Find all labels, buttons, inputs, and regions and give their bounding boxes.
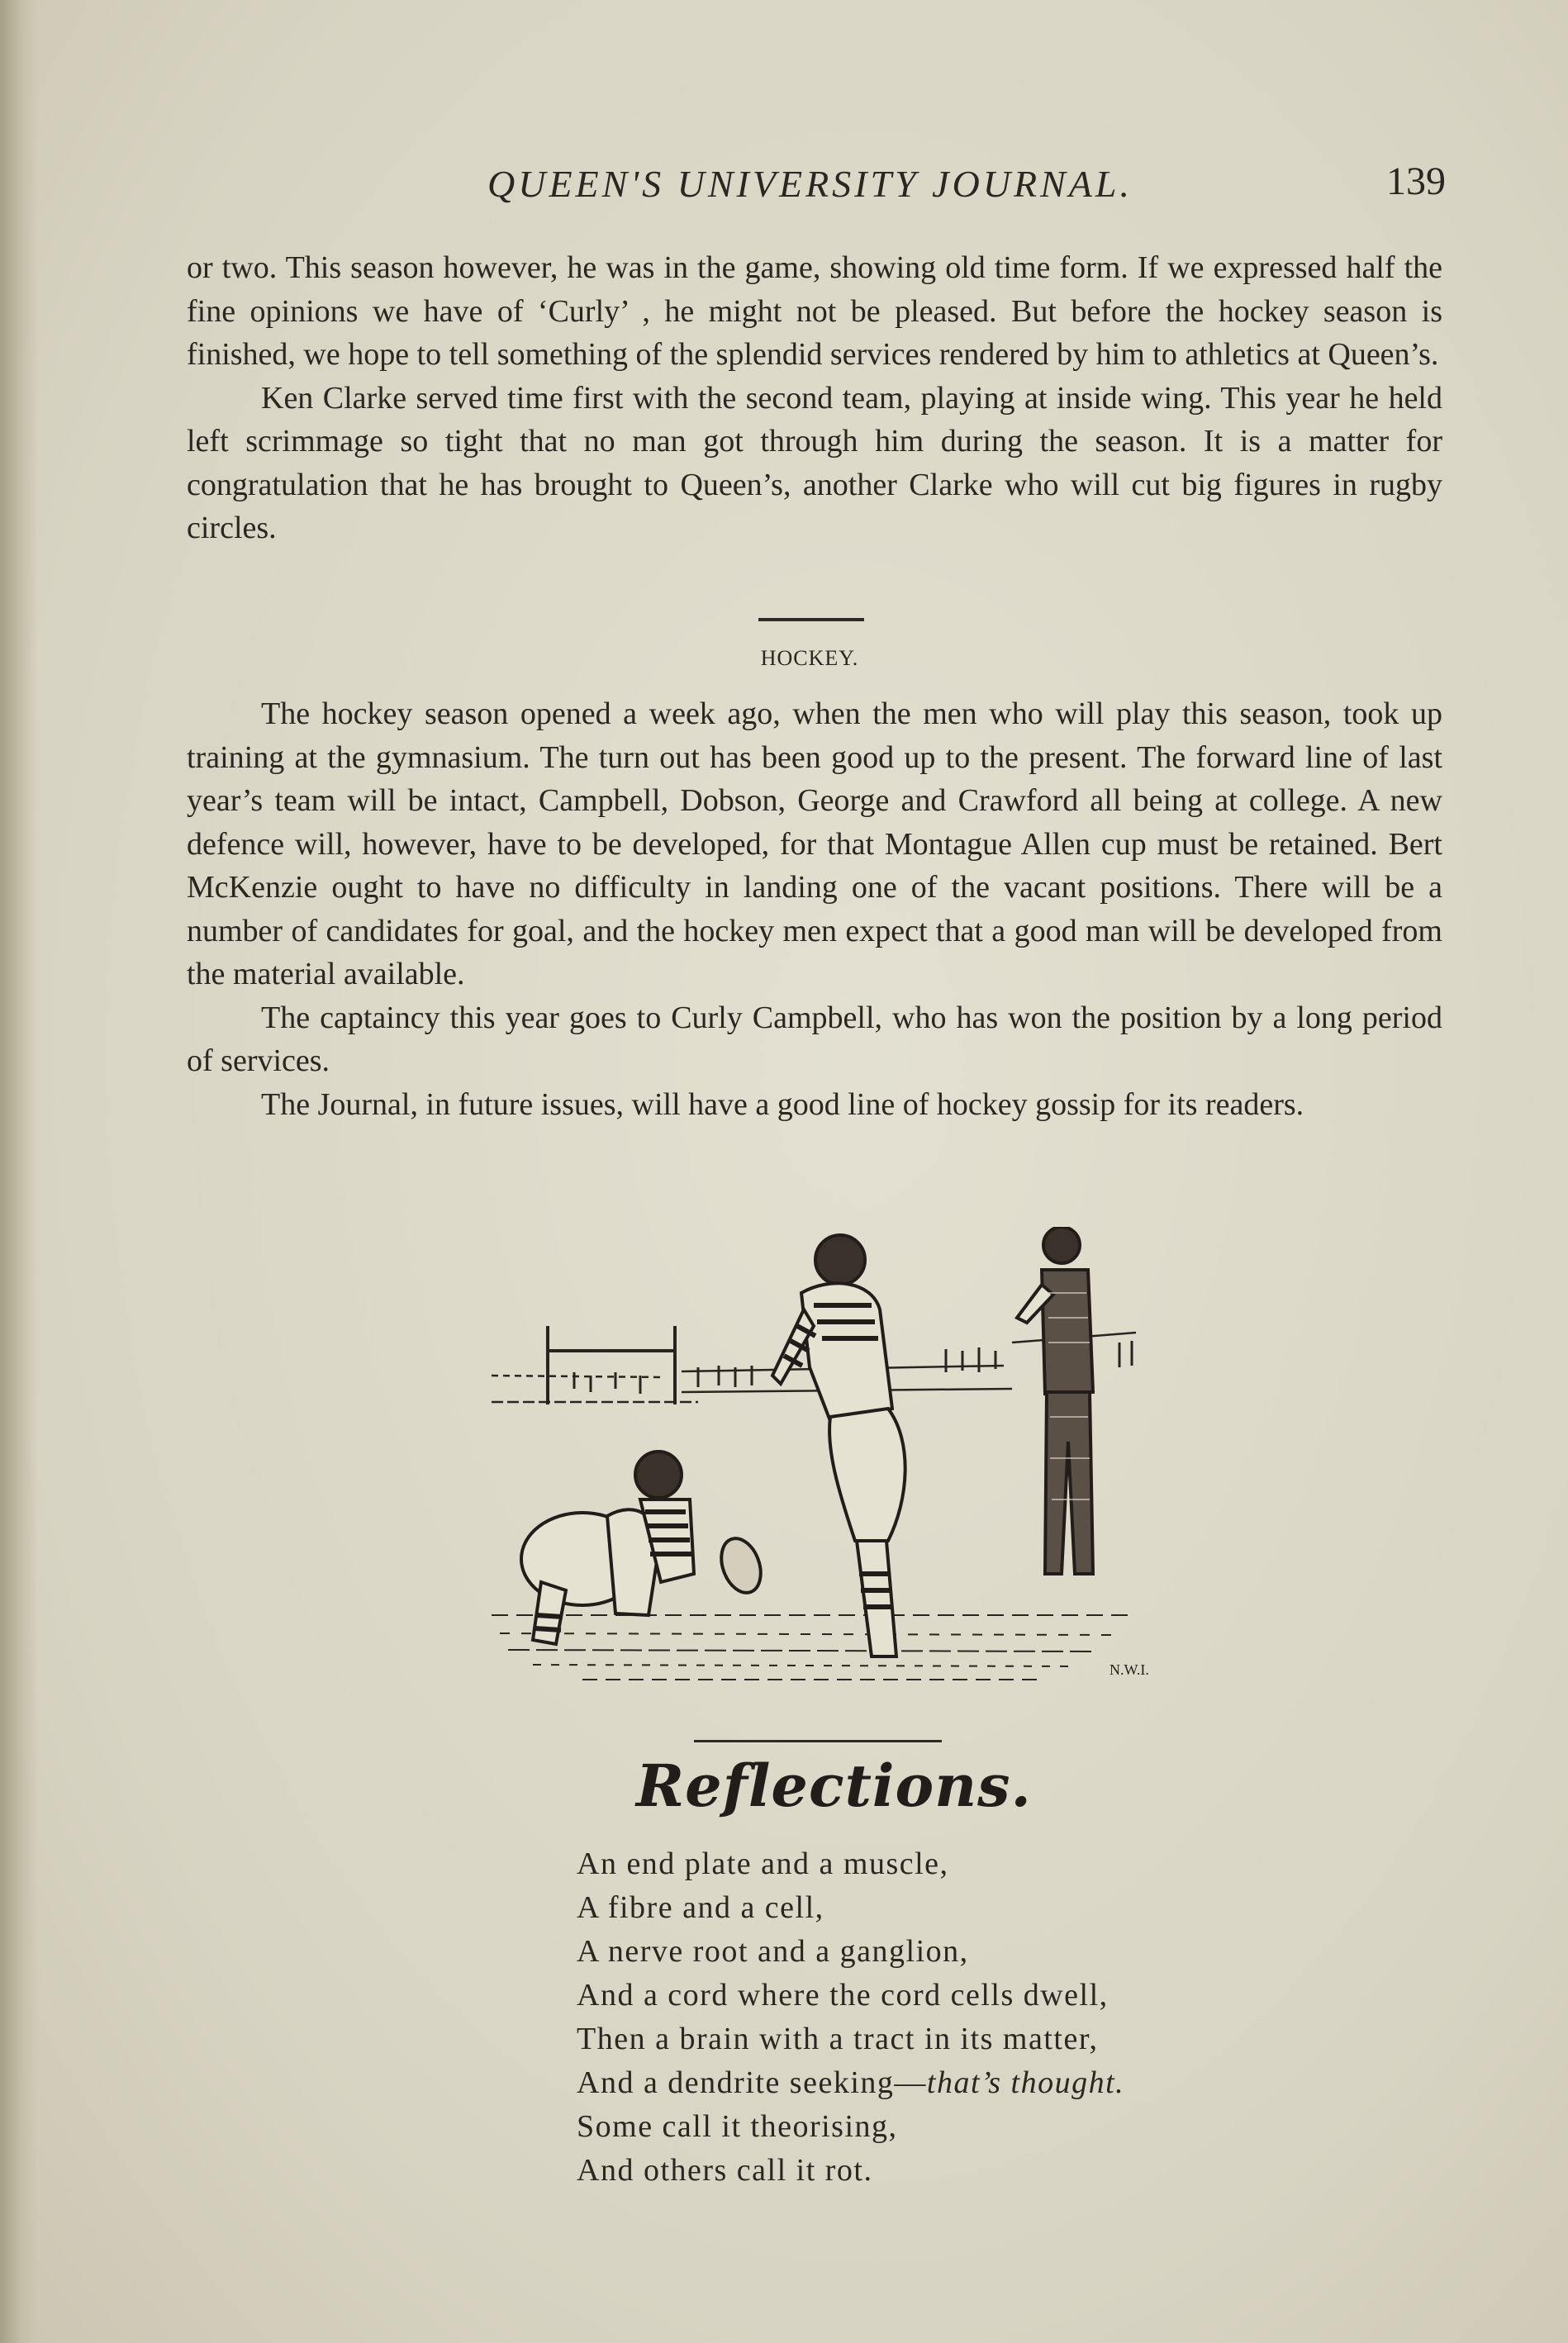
poem-line: Some call it theorising, [577,2109,898,2144]
section-title-hockey: HOCKEY. [760,646,859,670]
rugby-illustration [483,1227,1161,1690]
illustrator-signature: N.W.I. [1109,1661,1149,1678]
poem-line: An end plate and a muscle, [577,1846,949,1881]
hockey-paragraph: The captaincy this year goes to Curly Campbell, who has won the position by a long period of services. [187,1000,1442,1078]
running-title: QUEEN'S UNIVERSITY JOURNAL. [487,163,1133,205]
poem-line: Then a brain with a tract in its matter, [577,2022,1099,2056]
hockey-section [187,692,1442,1126]
hockey-paragraph: The hockey season opened a week ago, when the men who will play this season, took up training at the gymnasium. The turn out has been good up to the present. The forward line of last year’s team will be intact, Campbell, Dobson, George and Crawford all being at college. A new defence will, however, have to be developed, for that Montague Allen cup must be retained. Bert McKenzie ought to have no difficulty in landing one of the vacant positions. There will be a number of candidates for goal, and the hockey men expect that a good man will be developed from the material available. [187,696,1442,991]
poem-divider [694,1740,942,1742]
article-paragraph: Ken Clarke served time first with the second team, playing at inside wing. This year he held left scrimmage so tight that no man got through him during the season. It is a matter for congratulation that he has brought to Queen’s, another Clarke who will cut big figures in rugby circles. [187,380,1442,545]
binding-gutter [0,0,38,2343]
poem-line: And a cord where the cord cells dwell, [577,1978,1109,2013]
poem-line: A fibre and a cell, [577,1890,824,1925]
page-header [190,159,1446,211]
poem-line [577,2061,1238,2105]
article-paragraph: or two. This season however, he was in the game, showing old time form. If we expressed half the fine opinions we have of ‘Curly’ , he might not be pleased. But before the hockey season is finished, we hope to tell something of the splendid services rendered by him to athletics at Queen’s. [187,250,1442,372]
poem-line-prefix: And a dendrite seeking— [577,2065,927,2100]
page-number: 139 [1386,159,1446,203]
section-divider [758,618,864,621]
hockey-paragraph: The Journal, in future issues, will have a good line of hockey gossip for its readers. [261,1086,1304,1122]
poem-line: And others call it rot. [577,2153,873,2188]
poem-body [577,1842,1238,2193]
poem-line: A nerve root and a ganglion, [577,1934,969,1969]
article-continuation [187,246,1442,550]
poem-line-emphasis: that’s thought. [926,2065,1125,2100]
poem-title: Reflections. [636,1751,1032,1820]
